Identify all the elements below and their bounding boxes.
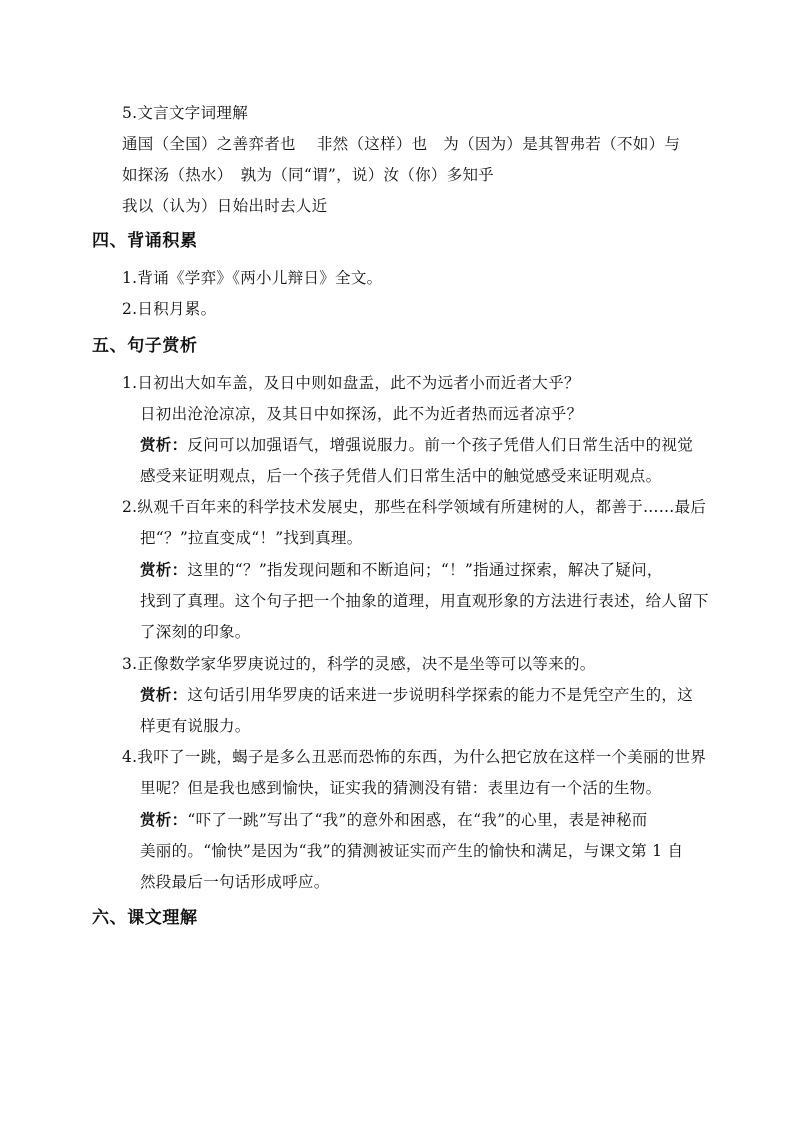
analysis-text: 这句话引用华罗庚的话来进一步说明科学探索的能力不是凭空产生的，这 (187, 686, 694, 704)
analysis-line (140, 560, 663, 580)
section-heading: 六、课文理解 (92, 908, 198, 928)
paragraph-line: 我以（认为）日始出时去人近 (122, 197, 328, 215)
paragraph-line: 2.纵观千百年来的科学技术发展史，那些在科学领域有所建树的人，都善于……最后 (122, 498, 707, 516)
list-item: 2.日积月累。 (122, 300, 217, 318)
item-title: 5.文言文字词理解 (122, 104, 248, 122)
analysis-line: 然段最后一句话形成呼应。 (140, 873, 330, 891)
paragraph-line: 3.正像数学家华罗庚说过的，科学的灵感，决不是坐等可以等来的。 (122, 655, 596, 673)
list-item: 1.背诵《学弈》《两小儿辩日》全文。 (122, 269, 383, 287)
paragraph-line: 通国（全国）之善弈者也 非然（这样）也 为（因为）是其智弗若（不如）与 (122, 135, 681, 153)
analysis-label: 赏析： (140, 436, 188, 454)
analysis-line: 美丽的。“愉快”是因为“我”的猜测被证实而产生的愉快和满足，与课文第 1 自 (140, 842, 684, 860)
section-heading: 五、句子赏析 (92, 336, 198, 356)
analysis-line: 感受来证明观点，后一个孩子凭借人们日常生活中的触觉感受来证明观点。 (140, 467, 662, 485)
analysis-line: 样更有说服力。 (140, 717, 251, 735)
paragraph-line: 1.日初出大如车盖，及日中则如盘盂，此不为远者小而近者大乎？ (122, 374, 580, 392)
paragraph-line: 如探汤（热水） 孰为（同“谓”，说）汝（你）多知乎 (122, 166, 495, 184)
analysis-line (140, 685, 693, 705)
analysis-line: 找到了真理。这个句子把一个抽象的道理，用直观形象的方法进行表述，给人留下 (140, 592, 709, 610)
paragraph-line: 4.我吓了一跳，蝎子是多么丑恶而恐怖的东西，为什么把它放在这样一个美丽的世界 (122, 748, 707, 766)
analysis-line: 了深刻的印象。 (140, 623, 251, 641)
analysis-line (140, 435, 693, 455)
section-heading: 四、背诵积累 (92, 231, 198, 251)
analysis-line (140, 810, 648, 830)
analysis-label: 赏析： (140, 686, 188, 704)
analysis-text: “吓了一跳”写出了“我”的意外和困惑，在“我”的心里，表是神秘而 (187, 811, 648, 829)
paragraph-line: 日初出沧沧凉凉，及其日中如探汤，此不为近者热而远者凉乎？ (140, 405, 583, 423)
analysis-label: 赏析： (140, 561, 188, 579)
analysis-text: 这里的“？”指发现问题和不断追问；“！”指通过探索，解决了疑问， (187, 561, 663, 579)
analysis-text: 反问可以加强语气，增强说服力。前一个孩子凭借人们日常生活中的视觉 (187, 436, 694, 454)
paragraph-line: 里呢？但是我也感到愉快，证实我的猜测没有错：表里边有一个活的生物。 (140, 779, 662, 797)
paragraph-line: 把“？”拉直变成“！”找到真理。 (140, 529, 363, 547)
analysis-label: 赏析： (140, 811, 188, 829)
